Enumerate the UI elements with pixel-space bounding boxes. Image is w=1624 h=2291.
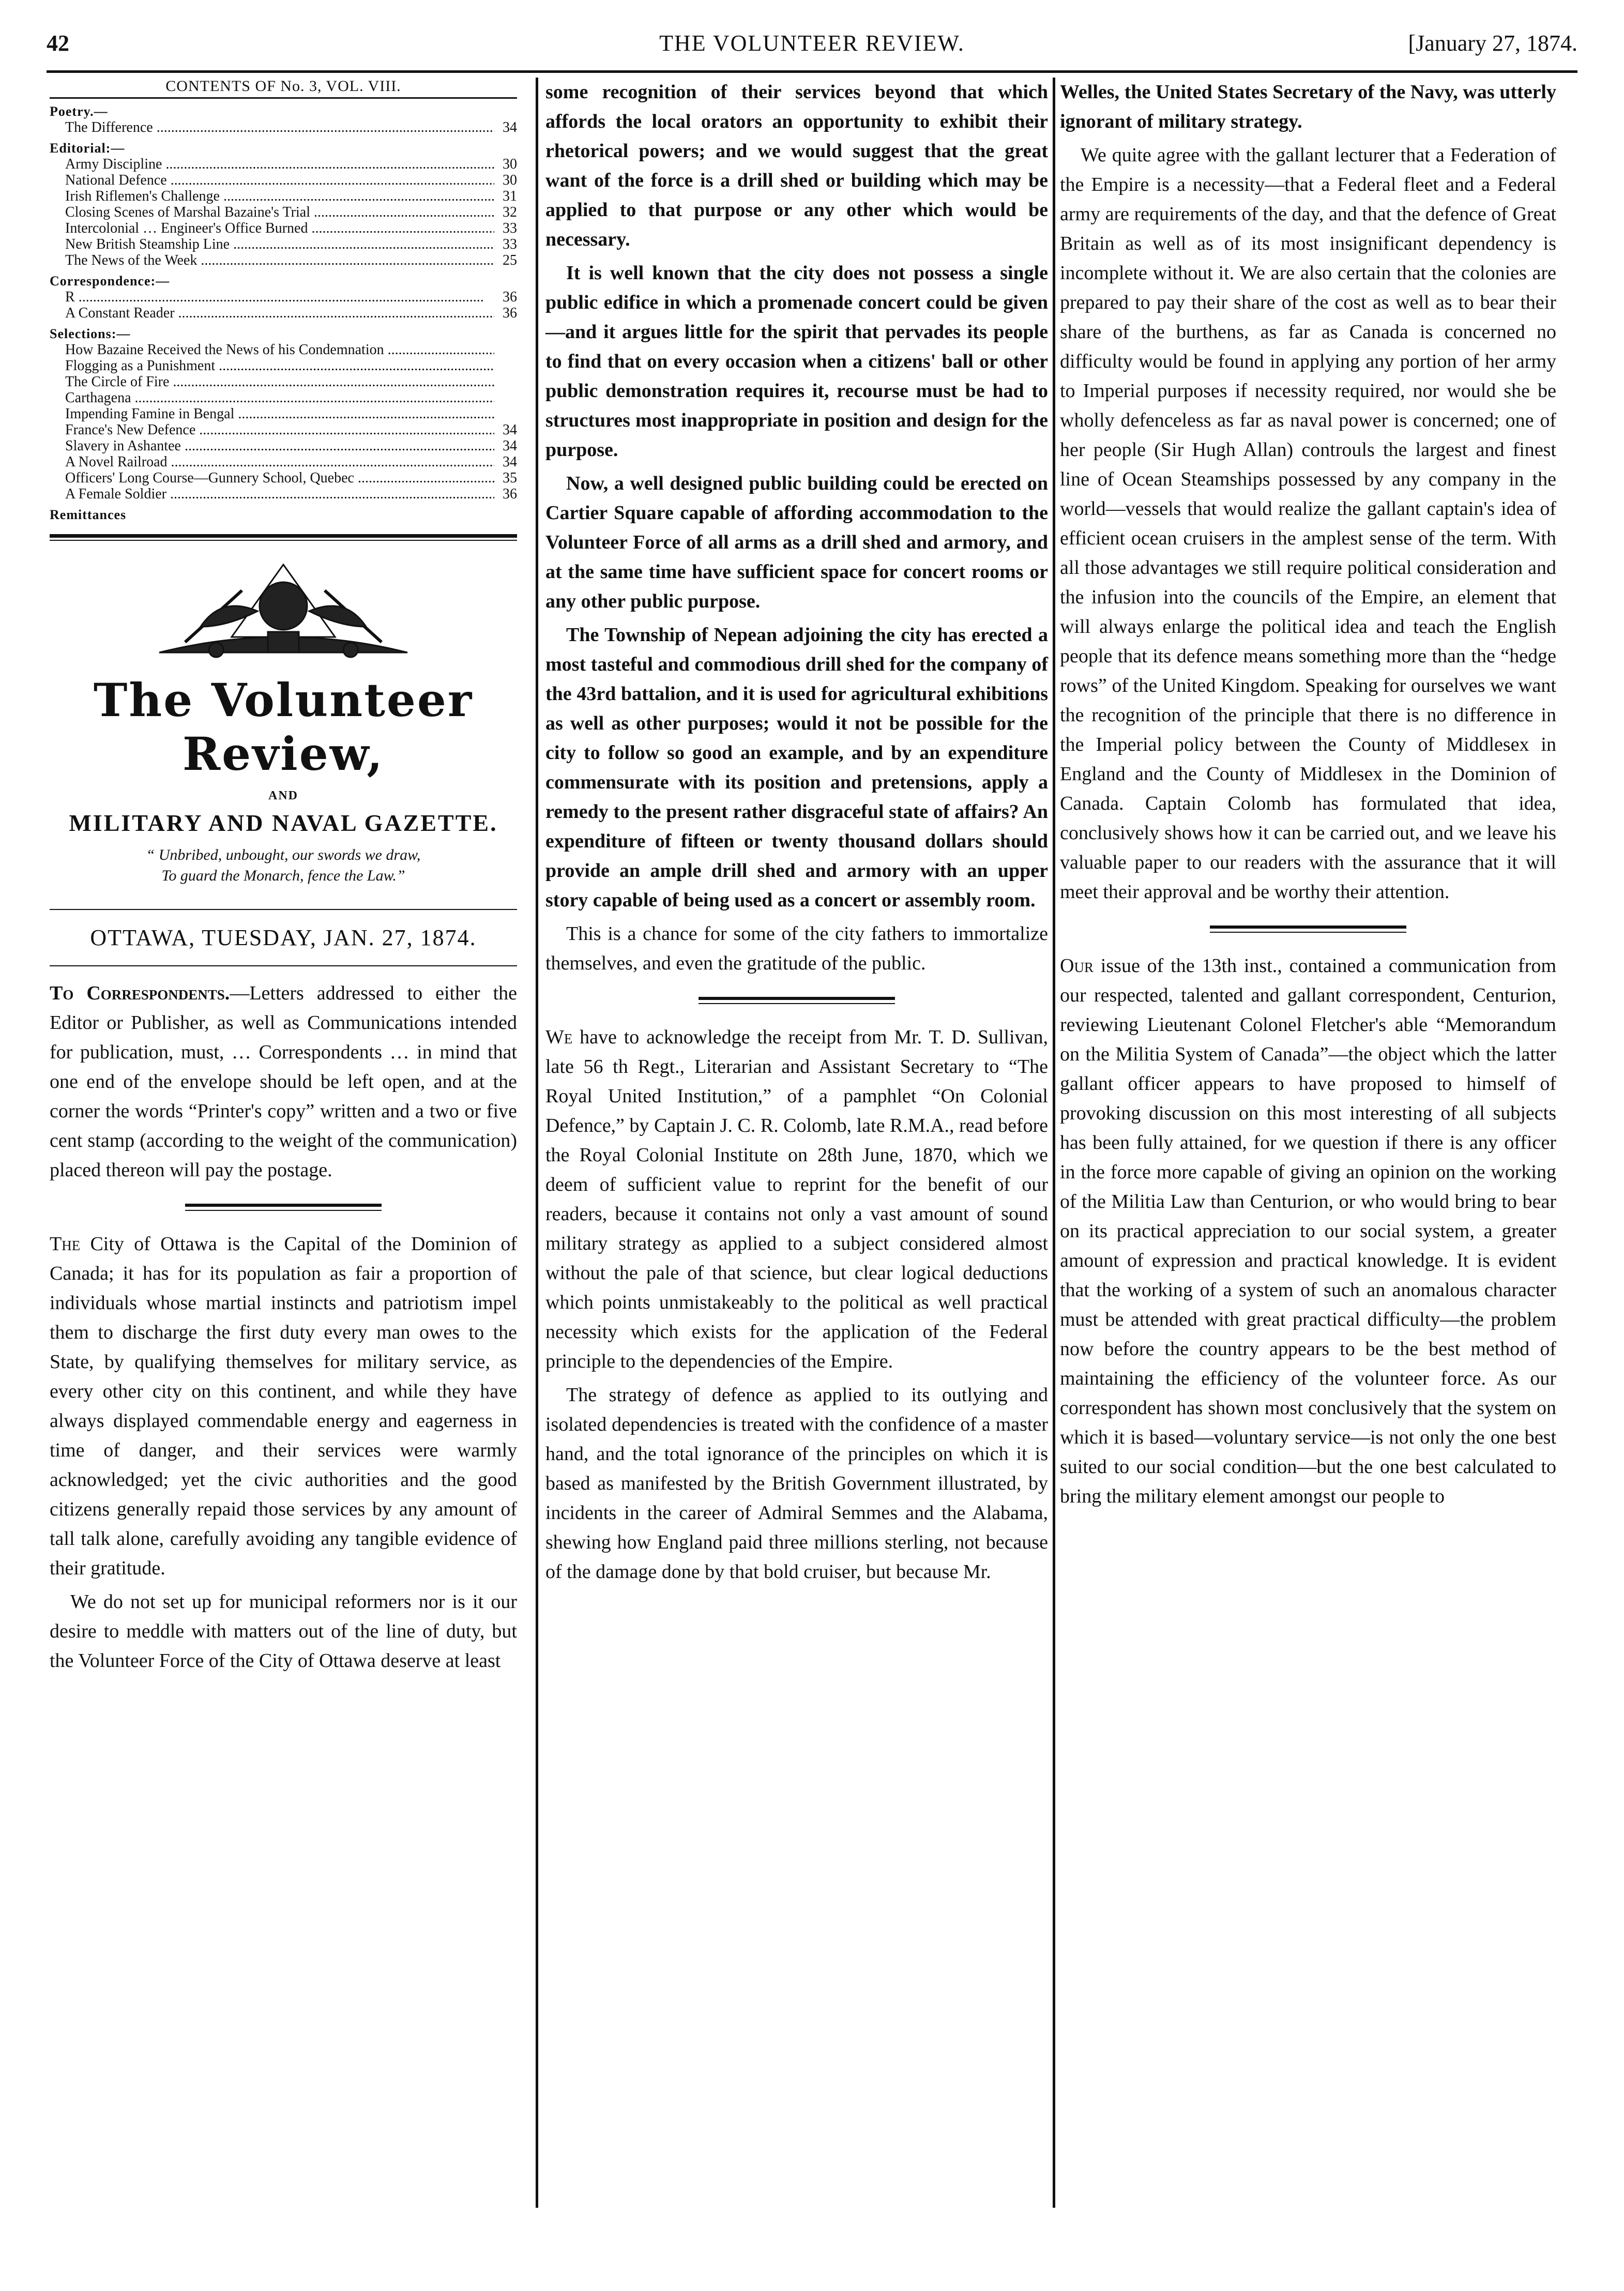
- contents-entry-title: Impending Famine in Bengal .....: [65, 406, 494, 422]
- military-trophy-emblem: [139, 549, 428, 663]
- contents-section-heading: Editorial:—: [50, 141, 125, 156]
- divider-rule: [1210, 925, 1406, 933]
- contents-entry: [50, 236, 517, 252]
- divider-rule: [50, 540, 517, 541]
- header-rule: [47, 70, 1577, 73]
- contents-entry: [50, 438, 517, 454]
- contents-entry-title: Closing Scenes of Marshal Bazaine's Trial .....: [65, 204, 494, 220]
- column-divider: [536, 78, 538, 2208]
- article-paragraph: We quite agree with the gallant lecturer that a Federation of the Empire is a necessity—that a Federal fleet and a Federal army are requirements of the day, and that the defence of Great Britain as well as of its most insignificant dependency is incomplete without it. We are also certain that the colonies are prepared to pay their share of the cost as well as to bear their share of the burthens, as far as Canada is concerned no difficulty would be found in applying any portion of her army to Imperial purposes if necessity required, nor would she be wholly defenceless as far as naval power is concerned; one of her people (Sir Hugh Allan) controuls the largest and finest line of Ocean Steamships possessed by any company in the world—vessels that would realize the gallant captain's idea of efficient ocean cruisers in the amplest sense of the term. With all those advantages we still require political consideration and the infusion into the councils of the Empire, an element that will always enlarge the political idea and teach the English people that its defence means something more than the “hedge rows” of the United Kingdom. Speaking for ourselves we want the recognition of the principle that there is no difference in the Imperial policy between the County of Middlesex in England and the County of Middlesex in the Dominion of Canada. Captain Colomb has formulated that idea, conclusively shows how it can be carried out, and we leave his valuable paper to our readers with the assurance that it will meet their approval and be worthy their attention.: [1060, 144, 1556, 903]
- article-text: issue of the 13th inst., contained a communication from our respected, talented and gallant correspondent, Centurion, reviewing Lieutenant Colonel Fletcher's able “Memorandum on the Militia System of Canada”—the object which the latter gallant officer appears to have proposed to himself of provoking discussion on this most interesting of all subjects has been fully attained, for we question if there is any officer in the force more capable of giving an opinion on the working of the Militia Law than Centurion, or who would bring to bear on its practical appreciation to our social system, a greater amount of expression and practical knowledge. It is evident that the working of a system of such an anomalous character must be attended with great practical difficulty—the problem now before the country appears to be the best method of maintaining the efficiency of the volunteer force. As our correspondent has shown most conclusively that the system on which it is based—voluntary service—is not only the one best suited to our social condition—but the one best calculated to bring the military element amongst our people to: [1060, 955, 1556, 1507]
- article-paragraph: The Township of Nepean adjoining the city has erected a most tasteful and commodious drill shed for the company of the 43rd battalion, and it is used for agricultural exhibitions as well as other purposes; would it not be possible for the city to follow so good an example, and by an expenditure commensurate with its position and pretensions, apply a remedy to the present rather disgraceful state of affairs? An expenditure of fifteen or twenty thousand dollars should provide an ample drill shed and armory with an upper story capable of being used as a concert or assembly room.: [545, 624, 1048, 911]
- contents-entry: [50, 454, 517, 470]
- contents-entry-title: France's New Defence .....: [65, 422, 494, 438]
- contents-entry-page: [494, 374, 517, 390]
- contents-entry-title: Carthagena .....: [65, 390, 494, 406]
- contents-entry-page: 33: [503, 220, 517, 236]
- contents-entry-title: Irish Riflemen's Challenge .....: [65, 188, 494, 204]
- dateline: OTTAWA, TUESDAY, JAN. 27, 1874.: [50, 909, 517, 966]
- contents-entry: [50, 470, 517, 486]
- article-lead: Our: [1060, 955, 1094, 977]
- contents-entry: [50, 204, 517, 220]
- contents-entry-title: National Defence .....: [65, 172, 494, 188]
- contents-entry-page: 36: [503, 305, 517, 321]
- contents-entry-title: The Circle of Fire .....: [65, 374, 494, 390]
- correspondents-notice: [50, 979, 517, 1185]
- article-text: have to acknowledge the receipt from Mr. T. D. Sullivan, late 56 th Regt., Literarian and Assistant Secretary to “The Royal United Institution,” of a pamphlet “On Colonial Defence,” by Captain J. C. R. Colomb, late R.M.A., read before the Royal Colonial Institute on 28th June, 1870, which we deem of sufficient value to reprint for the benefit of our readers, because it contains not only a vast amount of sound military strategy as applied to a subject considered almost without the pale of that science, but clear logical deductions which points unmistakeably to the political as well practical necessity which exists for the application of the Federal principle to the dependencies of the Empire.: [545, 1026, 1048, 1372]
- contents-entry-page: 30: [503, 156, 517, 172]
- contents-entry: [50, 119, 517, 135]
- contents-entry: [50, 305, 517, 321]
- contents-entry-page: 34: [503, 422, 517, 438]
- contents-entry-page: 34: [503, 438, 517, 454]
- article-text: City of Ottawa is the Capital of the Dominion of Canada; it has for its population as fair a proportion of individuals whose martial instincts and patriotism impel them to discharge the first duty every man owes to the State, by qualifying themselves for military service, as every other city on this continent, and while they have always displayed commendable energy and eagerness in time of danger, and their services were warmly acknowledged; yet the civic authorities and the good citizens generally repaid those services by any amount of tall talk alone, carefully avoiding any tangible evidence of their gratitude.: [50, 1233, 517, 1579]
- contents-entry-page: 36: [503, 486, 517, 502]
- column-2: [545, 78, 1048, 1587]
- article-paragraph: It is well known that the city does not possess a single public edifice in which a promenade concert could be given—and it argues little for the spirit that pervades its people to find that on every occasion when a citizens' ball or other public demonstration requires it, recourse must be had to structures most inappropriate in position and design for the purpose.: [545, 262, 1048, 461]
- column-3: [1060, 78, 1556, 1511]
- contents-entry-page: 36: [503, 289, 517, 305]
- contents-entry-page: 34: [503, 119, 517, 135]
- running-title: THE VOLUNTEER REVIEW.: [659, 31, 965, 56]
- contents-entry: [50, 156, 517, 172]
- contents-entry-title: Flogging as a Punishment .....: [65, 358, 494, 374]
- article-lead: We: [545, 1026, 573, 1048]
- article-paragraph: We do not set up for municipal reformers nor is it our desire to meddle with matters out of the line of duty, but the Volunteer Force of the City of Ottawa deserve at least: [50, 1591, 517, 1672]
- divider-rule: [699, 997, 895, 1004]
- contents-entry-page: 34: [503, 454, 517, 470]
- contents-entry-page: 35: [503, 470, 517, 486]
- contents-entry: [50, 252, 517, 268]
- masthead: [47, 30, 1577, 61]
- motto-line: “ Unbribed, unbought, our swords we draw,: [146, 846, 421, 863]
- notice-lead: To Correspondents.: [50, 982, 230, 1004]
- motto: [50, 845, 517, 886]
- contents-entry-page: [494, 342, 517, 358]
- contents-entry-title: R .....: [65, 289, 494, 305]
- contents-entry-title: The News of the Week .....: [65, 252, 494, 268]
- contents-entry-title: Intercolonial … Engineer's Office Burned .....: [65, 220, 494, 236]
- divider-rule: [185, 1204, 382, 1211]
- article-paragraph: The strategy of defence as applied to its outlying and isolated dependencies is treated with the confidence of a master hand, and the total ignorance of the principles on which it is based as manifested by the British Government illustrated, by incidents in the career of Admiral Semmes and the Alabama, shewing how England paid three millions sterling, not because of the damage done by that bold cruiser, but because Mr.: [545, 1384, 1048, 1583]
- article-paragraph: Now, a well designed public building could be erected on Cartier Square capable of affording accommodation to the Volunteer Force of all arms as a drill shed and armory, and at the same time have sufficient space for concert rooms or any other public purpose.: [545, 473, 1048, 612]
- contents-heading: CONTENTS OF No. 3, VOL. VIII.: [50, 78, 517, 99]
- contents-entry-title: Slavery in Ashantee .....: [65, 438, 494, 454]
- contents-entry-title: A Novel Railroad .....: [65, 454, 494, 470]
- contents-entry: [50, 390, 517, 406]
- contents-entry-title: The Difference .....: [65, 119, 494, 135]
- column-1: [50, 78, 517, 1676]
- contents-entry-title: A Constant Reader .....: [65, 305, 494, 321]
- contents-entry-page: 32: [503, 204, 517, 220]
- contents-entry: [50, 374, 517, 390]
- nameplate-title: The Volunteer Review,: [93, 673, 474, 781]
- contents-entry-page: [494, 358, 517, 374]
- contents-entry: [50, 342, 517, 358]
- article-acknowledgement: [545, 1023, 1048, 1376]
- nameplate-and: AND: [268, 789, 298, 802]
- article-ottawa: [50, 1230, 517, 1583]
- contents-entry-title: A Female Soldier .....: [65, 486, 494, 502]
- contents-entry: [50, 172, 517, 188]
- contents-entry: [50, 358, 517, 374]
- contents-entry: [50, 422, 517, 438]
- article-paragraph: Welles, the United States Secretary of the Navy, was utterly ignorant of military strategy.: [1060, 81, 1556, 132]
- contents-entry: [50, 486, 517, 502]
- contents-section-heading: Correspondence:—: [50, 274, 170, 289]
- contents-entry-page: [494, 406, 517, 422]
- contents-entry-page: 31: [503, 188, 517, 204]
- contents-entry-page: 25: [503, 252, 517, 268]
- article-lead: The: [50, 1233, 81, 1255]
- contents-entry: [50, 406, 517, 422]
- contents-section-heading: Poetry.—: [50, 104, 108, 119]
- contents-entry: [50, 289, 517, 305]
- article-paragraph: This is a chance for some of the city fathers to immortalize themselves, and even the gratitude of the public.: [545, 923, 1048, 974]
- issue-date: [January 27, 1874.: [1408, 31, 1577, 56]
- page-number: 42: [47, 31, 69, 56]
- motto-line: To guard the Monarch, fence the Law.”: [161, 867, 405, 884]
- contents-section-heading: Remittances: [50, 507, 127, 522]
- contents-section-heading: Selections:—: [50, 326, 131, 341]
- divider-rule: [50, 534, 517, 538]
- contents-entry-title: Army Discipline .....: [65, 156, 494, 172]
- column-divider: [1053, 78, 1055, 2208]
- contents-entry-page: [494, 390, 517, 406]
- article-paragraph: some recognition of their services beyond that which affords the local orators an opportunity to exhibit their rhetorical powers; and we would suggest that the great want of the force is a drill shed or building which may be applied to that purpose or any other which would be necessary.: [545, 81, 1048, 250]
- contents-entry-page: 33: [503, 236, 517, 252]
- contents-entry-title: New British Steamship Line .....: [65, 236, 494, 252]
- article-issue-review: [1060, 951, 1556, 1511]
- contents-entry-page: 30: [503, 172, 517, 188]
- notice-text: —Letters addressed to either the Editor or Publisher, as well as Communications intended for publication, must, … Correspondents … in mind that one end of the envelope should be left open, and at the corner the words “Printer's copy” written and a two or five cent stamp (according to the weight of the communication) placed thereon will pay the postage.: [50, 982, 517, 1181]
- contents-entry-title: Officers' Long Course—Gunnery School, Quebec .....: [65, 470, 494, 486]
- contents-entry: [50, 220, 517, 236]
- nameplate-subtitle: MILITARY AND NAVAL GAZETTE.: [69, 810, 498, 836]
- table-of-contents: [50, 104, 517, 523]
- contents-entry: [50, 188, 517, 204]
- contents-entry-title: How Bazaine Received the News of his Condemnation .....: [65, 342, 494, 358]
